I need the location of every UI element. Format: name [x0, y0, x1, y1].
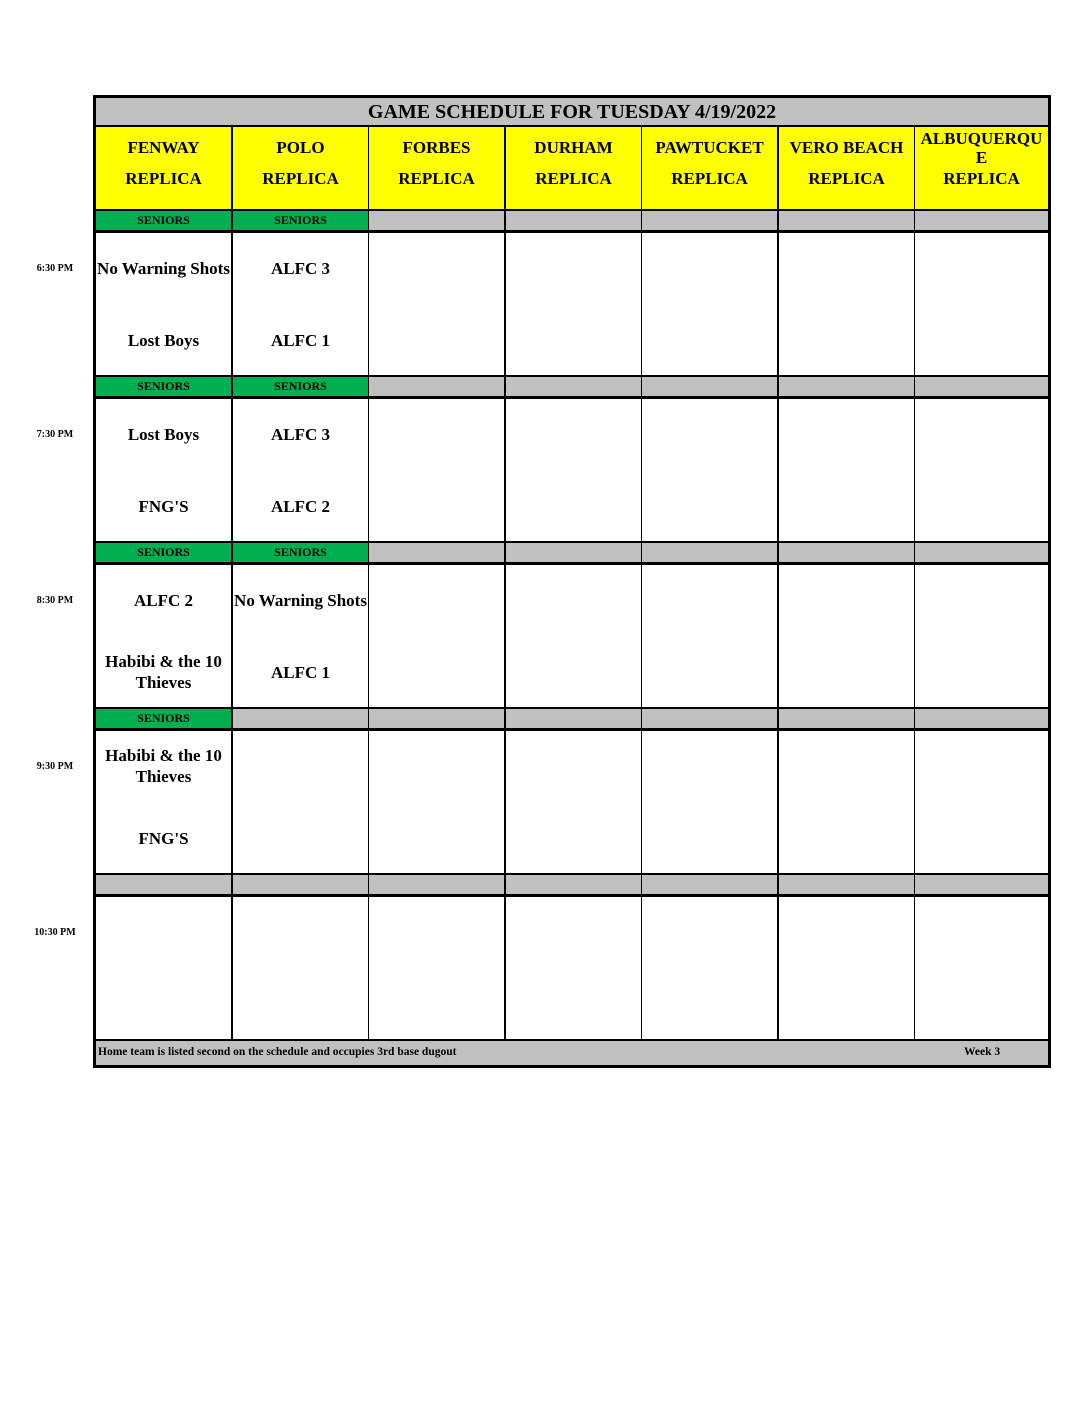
home-team: FNG'S	[138, 828, 189, 848]
game-cell	[506, 565, 643, 709]
game-cell	[779, 731, 916, 875]
game-cell	[506, 731, 643, 875]
away-team: No Warning Shots	[97, 258, 230, 278]
home-team: Lost Boys	[127, 330, 200, 350]
division-band: SENIORS	[96, 709, 233, 731]
game-cell	[642, 897, 779, 1041]
division-band	[506, 377, 643, 399]
time-label: 7:30 PM	[36, 429, 74, 440]
field-header	[915, 127, 1048, 211]
field-subtitle: REPLICA	[262, 169, 339, 188]
game-cell	[96, 399, 233, 543]
week-label: Week 3	[964, 1046, 1001, 1058]
division-band: SENIORS	[96, 543, 233, 565]
home-team: ALFC 1	[270, 662, 331, 682]
division-band: SENIORS	[233, 211, 370, 233]
division-band	[506, 875, 643, 897]
away-team: ALFC 3	[270, 424, 331, 444]
division-band	[233, 709, 370, 731]
game-cell	[506, 399, 643, 543]
footer-note: Home team is listed second on the schedule and occupies 3rd base dugout	[98, 1046, 457, 1058]
game-cell	[96, 897, 233, 1041]
division-band	[506, 709, 643, 731]
field-subtitle: REPLICA	[125, 169, 202, 188]
field-name: FENWAY	[127, 138, 200, 157]
field-header	[96, 127, 233, 211]
game-cell	[779, 399, 916, 543]
field-header	[233, 127, 370, 211]
division-band: SENIORS	[233, 543, 370, 565]
division-band	[369, 543, 506, 565]
division-band	[915, 211, 1048, 233]
field-name: FORBES	[402, 138, 471, 157]
game-cell	[233, 399, 370, 543]
division-band: SENIORS	[96, 211, 233, 233]
game-cell	[96, 565, 233, 709]
division-band	[779, 377, 916, 399]
away-team: Habibi & the 10 Thieves	[105, 746, 222, 786]
schedule-sheet	[93, 95, 1051, 1068]
page-title: GAME SCHEDULE FOR TUESDAY 4/19/2022	[96, 98, 1048, 127]
time-label: 6:30 PM	[36, 263, 74, 274]
field-header	[779, 127, 916, 211]
field-subtitle: REPLICA	[808, 169, 885, 188]
game-cell	[96, 233, 233, 377]
division-band	[233, 875, 370, 897]
division-band	[506, 211, 643, 233]
home-team: ALFC 2	[270, 496, 331, 516]
division-band	[915, 709, 1048, 731]
away-team: ALFC 2	[133, 590, 194, 610]
field-subtitle: REPLICA	[398, 169, 475, 188]
game-cell	[96, 731, 233, 875]
game-cell	[506, 233, 643, 377]
division-band	[642, 377, 779, 399]
game-cell	[779, 233, 916, 377]
away-team: Lost Boys	[127, 424, 200, 444]
game-cell	[233, 565, 370, 709]
home-team: Habibi & the 10 Thieves	[105, 652, 222, 692]
field-header	[369, 127, 506, 211]
game-cell	[642, 731, 779, 875]
home-team: ALFC 1	[270, 330, 331, 350]
division-band	[642, 543, 779, 565]
field-name: VERO BEACH	[789, 138, 904, 157]
game-cell	[779, 565, 916, 709]
division-band: SENIORS	[233, 377, 370, 399]
field-name: DURHAM	[534, 138, 613, 157]
division-band: SENIORS	[96, 377, 233, 399]
game-cell	[779, 897, 916, 1041]
game-cell	[915, 731, 1048, 875]
division-band	[369, 377, 506, 399]
field-subtitle: REPLICA	[671, 169, 748, 188]
game-cell	[915, 897, 1048, 1041]
game-cell	[369, 399, 506, 543]
time-label: 8:30 PM	[36, 595, 74, 606]
game-cell	[642, 399, 779, 543]
game-cell	[233, 897, 370, 1041]
division-band	[642, 211, 779, 233]
division-band	[369, 709, 506, 731]
division-band	[779, 875, 916, 897]
division-band	[369, 875, 506, 897]
division-band	[96, 875, 233, 897]
game-cell	[369, 897, 506, 1041]
field-name: ALBUQUERQU E	[920, 129, 1043, 167]
field-subtitle: REPLICA	[535, 169, 612, 188]
division-band	[915, 875, 1048, 897]
division-band	[642, 709, 779, 731]
game-cell	[915, 233, 1048, 377]
division-band	[779, 709, 916, 731]
game-cell	[642, 233, 779, 377]
game-cell	[506, 897, 643, 1041]
game-cell	[642, 565, 779, 709]
field-subtitle: REPLICA	[943, 169, 1020, 188]
game-cell	[915, 565, 1048, 709]
division-band	[506, 543, 643, 565]
field-name: POLO	[276, 138, 325, 157]
field-header	[642, 127, 779, 211]
division-band	[779, 211, 916, 233]
game-cell	[915, 399, 1048, 543]
game-cell	[369, 233, 506, 377]
away-team: ALFC 3	[270, 258, 331, 278]
game-cell	[369, 731, 506, 875]
division-band	[915, 543, 1048, 565]
time-label: 9:30 PM	[36, 761, 74, 772]
division-band	[779, 543, 916, 565]
schedule-footer	[96, 1039, 1048, 1065]
division-band	[642, 875, 779, 897]
home-team: FNG'S	[138, 496, 189, 516]
game-cell	[233, 731, 370, 875]
field-name: PAWTUCKET	[655, 138, 764, 157]
time-label: 10:30 PM	[34, 927, 76, 938]
game-cell	[233, 233, 370, 377]
game-cell	[369, 565, 506, 709]
division-band	[915, 377, 1048, 399]
field-header	[506, 127, 643, 211]
away-team: No Warning Shots	[234, 590, 367, 610]
division-band	[369, 211, 506, 233]
